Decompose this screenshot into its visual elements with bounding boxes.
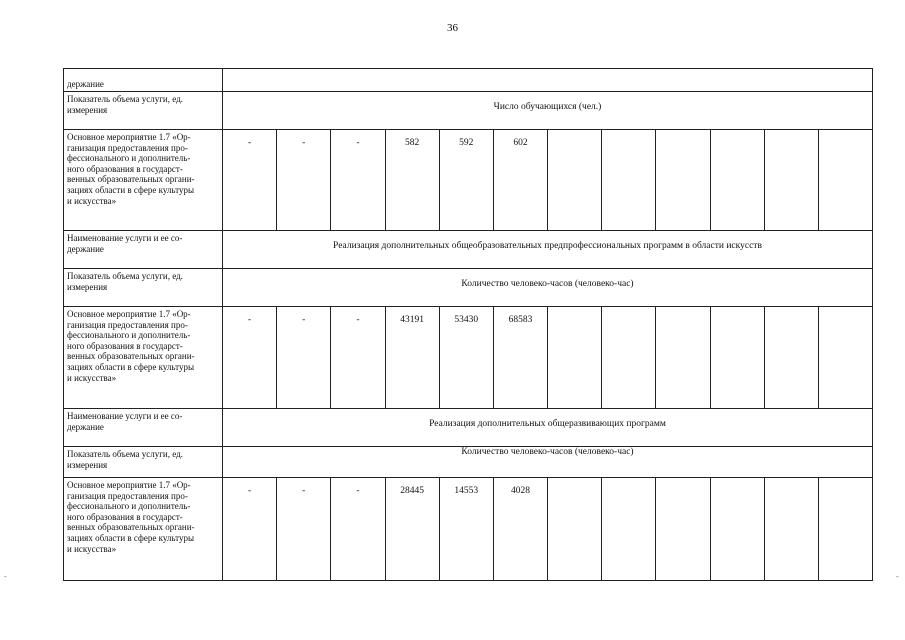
table-row — [63, 91, 873, 130]
value-cell: 4028 — [494, 478, 548, 580]
value-cell: - — [223, 130, 277, 231]
merged-cell: Реализация дополнительных общеразвивающих программ — [223, 409, 873, 447]
value-cell — [765, 130, 819, 231]
value-cell: - — [277, 130, 331, 231]
value-cell: 592 — [440, 130, 494, 231]
value-cell — [819, 307, 873, 409]
value-cell: 53430 — [440, 307, 494, 409]
value-cell: - — [223, 307, 277, 409]
row-label: Наименование услуги и ее со- держание — [63, 409, 223, 447]
merged-cell: Количество человеко-часов (человеко-час) — [223, 447, 873, 478]
value-cell: - — [331, 130, 385, 231]
value-cell: 28445 — [386, 478, 440, 580]
value-cell — [819, 478, 873, 580]
table-row — [63, 446, 873, 478]
value-cell — [656, 130, 710, 231]
value-cell: 14553 — [440, 478, 494, 580]
value-cell — [711, 478, 765, 580]
table-row — [63, 230, 873, 269]
merged-cell: Количество человеко-часов (человеко-час) — [223, 269, 873, 307]
value-cells — [223, 478, 873, 580]
scan-edge-mark-left: - — [4, 572, 7, 581]
value-cell — [548, 130, 602, 231]
value-cell — [765, 307, 819, 409]
value-cells — [223, 307, 873, 409]
table-row — [63, 68, 873, 92]
value-cell — [602, 478, 656, 580]
value-cell: - — [331, 307, 385, 409]
value-cell — [548, 478, 602, 580]
value-cells — [223, 130, 873, 231]
merged-cell: Реализация дополнительных общеобразовательных предпрофессиональных программ в области искусств — [223, 231, 873, 269]
value-cell — [548, 307, 602, 409]
row-label: Основное мероприятие 1.7 «Ор- ганизация предоставления про- фессионального и дополнитель- ного образования в государст- венных образовательных органи- зациях области в сфере культуры и искусства» — [63, 478, 223, 580]
value-cell: 602 — [494, 130, 548, 231]
value-cell: 68583 — [494, 307, 548, 409]
value-cell — [602, 307, 656, 409]
value-cell — [765, 478, 819, 580]
value-cell — [656, 307, 710, 409]
value-cell: - — [331, 478, 385, 580]
row-label: Показатель объема услуги, ед. измерения — [63, 92, 223, 130]
row-label: Основное мероприятие 1.7 «Ор- ганизация предоставления про- фессионального и дополнитель- ного образования в государст- венных образовательных органи- зациях области в сфере культуры и искусства» — [63, 130, 223, 231]
row-label: Основное мероприятие 1.7 «Ор- ганизация предоставления про- фессионального и дополнитель- ного образования в государст- венных образовательных органи- зациях области в сфере культуры и искусства» — [63, 307, 223, 409]
table-row — [63, 477, 873, 581]
value-cell — [711, 307, 765, 409]
value-cell: - — [277, 307, 331, 409]
scan-edge-mark-right: - — [896, 572, 899, 581]
table-row — [63, 268, 873, 307]
value-cell — [819, 130, 873, 231]
value-cell: 582 — [386, 130, 440, 231]
row-label: Наименование услуги и ее со- держание — [63, 231, 223, 269]
value-cell — [711, 130, 765, 231]
merged-cell — [223, 69, 873, 92]
row-label: держание — [63, 69, 223, 92]
page-number: 36 — [447, 22, 458, 34]
value-cell — [602, 130, 656, 231]
table-row — [63, 306, 873, 409]
value-cell: - — [277, 478, 331, 580]
value-cell — [656, 478, 710, 580]
row-label: Показатель объема услуги, ед. измерения — [63, 447, 223, 478]
row-label: Показатель объема услуги, ед. измерения — [63, 269, 223, 307]
value-cell: - — [223, 478, 277, 580]
merged-cell: Число обучающихся (чел.) — [223, 92, 873, 130]
table-row — [63, 408, 873, 447]
value-cell: 43191 — [386, 307, 440, 409]
table-row — [63, 129, 873, 231]
